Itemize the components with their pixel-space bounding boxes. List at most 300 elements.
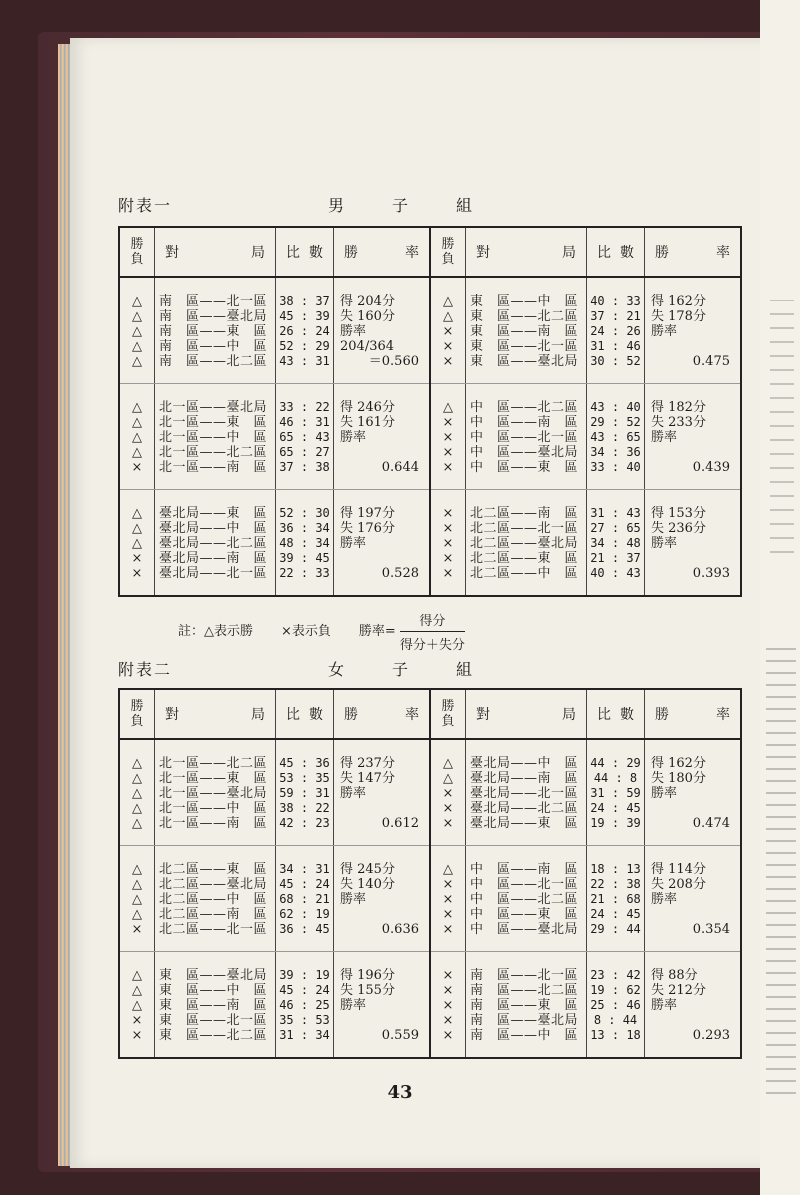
score-list-line: 52 : 29 bbox=[279, 339, 330, 353]
score-list-line: 38 : 37 bbox=[279, 294, 330, 308]
win-loss-marks-line: △ bbox=[443, 771, 453, 786]
score-list-line: 53 : 35 bbox=[279, 771, 330, 785]
match-list-line: 南 區——臺北局 bbox=[470, 1013, 579, 1028]
match-list-line: 北二區——臺北局 bbox=[159, 877, 268, 892]
win-loss-marks-line: △ bbox=[132, 339, 142, 354]
match-list-line: 臺北局——東 區 bbox=[159, 506, 268, 521]
win-loss-marks-line: △ bbox=[132, 536, 142, 551]
score-list-line: 27 : 65 bbox=[590, 521, 641, 535]
match-list-line: 北一區——北二區 bbox=[159, 756, 268, 771]
score-list-line: 31 : 46 bbox=[590, 339, 641, 353]
header-wl-char: 勝 bbox=[130, 237, 144, 252]
win-rate-summary-line: 得 196分 bbox=[340, 968, 395, 983]
match-list-line: 東 區——南 區 bbox=[470, 324, 579, 339]
match-list-line: 中 區——臺北局 bbox=[470, 445, 579, 460]
match-list-line: 東 區——南 區 bbox=[159, 998, 268, 1013]
win-loss-marks-line: × bbox=[442, 892, 454, 907]
match-list-line: 南 區——臺北局 bbox=[159, 309, 268, 324]
win-loss-marks bbox=[430, 739, 466, 846]
win-rate-summary-line: 失 178分 bbox=[651, 309, 706, 324]
header-score bbox=[587, 689, 645, 739]
header-match-text bbox=[155, 242, 275, 262]
header-char: 局 bbox=[562, 245, 576, 261]
win-loss-marks bbox=[119, 384, 155, 490]
score-list bbox=[276, 739, 334, 846]
header-rate bbox=[645, 689, 742, 739]
match-list bbox=[466, 739, 587, 846]
score-list-line: 37 : 21 bbox=[590, 309, 641, 323]
result-group bbox=[119, 384, 741, 490]
win-rate-summary-line: 0.354 bbox=[692, 922, 730, 937]
score-list bbox=[276, 277, 334, 384]
score-list-line: 40 : 33 bbox=[590, 294, 641, 308]
header-char: 對 bbox=[476, 707, 490, 723]
match-list-line: 中 區——東 區 bbox=[470, 460, 579, 475]
match-list bbox=[155, 739, 276, 846]
header-match-text bbox=[466, 242, 586, 262]
win-rate-summary bbox=[645, 490, 742, 597]
match-list-line: 北一區——中 區 bbox=[159, 801, 268, 816]
match-list bbox=[466, 490, 587, 597]
win-rate-summary bbox=[334, 739, 431, 846]
match-list-line: 南 區——東 區 bbox=[159, 324, 268, 339]
match-list-line: 東 區——北一區 bbox=[159, 1013, 268, 1028]
header-wl-char: 負 bbox=[130, 252, 144, 267]
win-rate-summary-line bbox=[334, 801, 429, 816]
match-list-line: 中 區——北一區 bbox=[470, 877, 579, 892]
match-list-line: 中 區——北二區 bbox=[470, 400, 579, 415]
win-rate-summary-line: 得 88分 bbox=[651, 968, 698, 983]
match-list-line: 北二區——北一區 bbox=[470, 521, 579, 536]
table1-heading bbox=[118, 193, 520, 216]
win-rate-summary-line: 勝率 bbox=[340, 324, 367, 339]
table1-title: 男子組 bbox=[328, 196, 521, 215]
win-rate-formula bbox=[400, 610, 465, 653]
score-list-line: 29 : 52 bbox=[590, 415, 641, 429]
score-list-line: 44 : 29 bbox=[590, 756, 641, 770]
header-char: 率 bbox=[716, 245, 730, 261]
header-wl-char: 勝 bbox=[130, 699, 144, 714]
win-loss-marks-line: △ bbox=[132, 445, 142, 460]
match-list-line: 南 區——中 區 bbox=[159, 339, 268, 354]
match-list-line: 北二區——臺北局 bbox=[470, 536, 579, 551]
win-rate-summary-line: 0.293 bbox=[692, 1028, 730, 1043]
header-char: 勝 bbox=[655, 245, 669, 261]
win-loss-marks bbox=[430, 846, 466, 952]
match-list-line: 臺北局——北一區 bbox=[159, 566, 268, 581]
win-loss-marks-line: × bbox=[442, 445, 454, 460]
win-rate-summary-line: 失 161分 bbox=[340, 415, 395, 430]
win-loss-marks-line: △ bbox=[132, 983, 142, 998]
match-list-line: 東 區——中 區 bbox=[470, 294, 579, 309]
win-rate-summary-line bbox=[645, 445, 740, 460]
score-list-line: 24 : 45 bbox=[590, 907, 641, 921]
win-rate-summary-line: 失 233分 bbox=[651, 415, 706, 430]
women-results-table bbox=[118, 688, 742, 1059]
header-char: 率 bbox=[405, 245, 419, 261]
win-loss-marks bbox=[119, 277, 155, 384]
score-list-line: 33 : 22 bbox=[279, 400, 330, 414]
score-list-line: 42 : 23 bbox=[279, 816, 330, 830]
score-list-line: 43 : 40 bbox=[590, 400, 641, 414]
match-list-line: 中 區——南 區 bbox=[470, 862, 579, 877]
score-list-line: 59 : 31 bbox=[279, 786, 330, 800]
score-list-line: 36 : 34 bbox=[279, 521, 330, 535]
header-char: 率 bbox=[716, 707, 730, 723]
win-loss-marks-line: × bbox=[442, 551, 454, 566]
score-list-line: 34 : 36 bbox=[590, 445, 641, 459]
win-rate-summary-line: 勝率 bbox=[651, 536, 678, 551]
score-list-line: 37 : 38 bbox=[279, 460, 330, 474]
header-match-text bbox=[155, 704, 275, 724]
win-rate-summary-line: 得 114分 bbox=[651, 862, 706, 877]
win-rate-summary-line bbox=[645, 339, 740, 354]
score-list bbox=[276, 846, 334, 952]
win-rate-summary-line: 失 208分 bbox=[651, 877, 706, 892]
header-char: 比 bbox=[286, 707, 300, 723]
win-loss-marks-line: △ bbox=[132, 816, 142, 831]
win-loss-marks bbox=[119, 846, 155, 952]
win-rate-summary-line: 勝率 bbox=[651, 786, 678, 801]
match-list bbox=[466, 277, 587, 384]
match-list-line: 東 區——北二區 bbox=[470, 309, 579, 324]
score-list bbox=[276, 952, 334, 1059]
score-list-line: 38 : 22 bbox=[279, 801, 330, 815]
header-score-text bbox=[587, 704, 644, 724]
score-list-line: 8 : 44 bbox=[593, 1013, 638, 1027]
win-rate-summary-line: 0.439 bbox=[692, 460, 730, 475]
match-list-line: 北二區——中 區 bbox=[159, 892, 268, 907]
win-loss-marks-line: △ bbox=[132, 756, 142, 771]
header-score bbox=[276, 689, 334, 739]
score-list-line: 39 : 45 bbox=[279, 551, 330, 565]
score-list bbox=[587, 277, 645, 384]
score-list-line: 19 : 62 bbox=[590, 983, 641, 997]
win-loss-marks-line: × bbox=[442, 998, 454, 1013]
win-rate-summary-line: 0.636 bbox=[381, 922, 419, 937]
score-list-line: 25 : 46 bbox=[590, 998, 641, 1012]
win-rate-summary-line: 勝率 bbox=[340, 536, 367, 551]
win-loss-marks-line: △ bbox=[132, 786, 142, 801]
win-loss-marks-line: △ bbox=[132, 324, 142, 339]
header-char: 率 bbox=[405, 707, 419, 723]
win-loss-marks bbox=[119, 490, 155, 597]
score-list-line: 24 : 45 bbox=[590, 801, 641, 815]
match-list-line: 臺北局——中 區 bbox=[470, 756, 579, 771]
win-rate-summary-line: 失 176分 bbox=[340, 521, 395, 536]
score-list-line: 48 : 34 bbox=[279, 536, 330, 550]
match-list-line: 南 區——中 區 bbox=[470, 1028, 579, 1043]
match-list-line: 東 區——中 區 bbox=[159, 983, 268, 998]
match-list-line: 中 區——北一區 bbox=[470, 430, 579, 445]
score-list bbox=[587, 739, 645, 846]
score-list-line: 65 : 27 bbox=[279, 445, 330, 459]
match-list bbox=[155, 384, 276, 490]
score-list-line: 45 : 36 bbox=[279, 756, 330, 770]
win-rate-summary bbox=[334, 490, 431, 597]
win-rate-summary-line: 失 155分 bbox=[340, 983, 395, 998]
win-loss-marks-line: × bbox=[442, 922, 454, 937]
note-loss: ×表示負 bbox=[281, 624, 331, 639]
win-rate-summary-line: 得 245分 bbox=[340, 862, 395, 877]
header-win-loss bbox=[119, 227, 155, 277]
score-list-line: 35 : 53 bbox=[279, 1013, 330, 1027]
header-char: 局 bbox=[251, 707, 265, 723]
score-list-line: 65 : 43 bbox=[279, 430, 330, 444]
header-char: 比 bbox=[597, 245, 611, 261]
match-list-line: 東 區——臺北局 bbox=[159, 968, 268, 983]
win-loss-marks-line: × bbox=[442, 430, 454, 445]
score-list-line: 39 : 19 bbox=[279, 968, 330, 982]
note-win: 註：△表示勝 bbox=[178, 624, 253, 639]
win-rate-summary bbox=[334, 952, 431, 1059]
match-list bbox=[155, 846, 276, 952]
match-list-line: 北一區——北二區 bbox=[159, 445, 268, 460]
win-rate-summary-line: 勝率 bbox=[340, 786, 367, 801]
win-loss-marks-line: △ bbox=[132, 771, 142, 786]
win-rate-summary bbox=[645, 952, 742, 1059]
score-list-line: 19 : 39 bbox=[590, 816, 641, 830]
header-rate-text bbox=[645, 704, 740, 724]
win-loss-marks-line: △ bbox=[443, 400, 453, 415]
match-list-line: 北一區——南 區 bbox=[159, 816, 268, 831]
win-loss-marks-line: △ bbox=[443, 862, 453, 877]
win-loss-marks-line: × bbox=[442, 968, 454, 983]
win-loss-marks-line: △ bbox=[132, 415, 142, 430]
win-loss-marks-line: × bbox=[131, 460, 143, 475]
match-list-line: 北二區——南 區 bbox=[470, 506, 579, 521]
header-rate-text bbox=[334, 704, 429, 724]
header-rate bbox=[334, 227, 431, 277]
result-group bbox=[119, 739, 741, 846]
win-loss-marks-line: △ bbox=[132, 400, 142, 415]
match-list-line: 中 區——南 區 bbox=[470, 415, 579, 430]
score-list bbox=[587, 384, 645, 490]
table1-label: 附表一 bbox=[118, 196, 173, 215]
win-loss-marks bbox=[119, 739, 155, 846]
score-list-line: 24 : 26 bbox=[590, 324, 641, 338]
score-list-line: 34 : 48 bbox=[590, 536, 641, 550]
win-rate-summary-line: 得 204分 bbox=[340, 294, 395, 309]
score-list-line: 45 : 24 bbox=[279, 877, 330, 891]
win-loss-marks-line: △ bbox=[132, 907, 142, 922]
win-loss-marks-line: × bbox=[131, 566, 143, 581]
match-list-line: 南 區——北二區 bbox=[159, 354, 268, 369]
header-match bbox=[155, 689, 276, 739]
win-rate-summary-line: 得 197分 bbox=[340, 506, 395, 521]
win-loss-marks bbox=[430, 952, 466, 1059]
win-loss-marks-line: × bbox=[442, 566, 454, 581]
header-score bbox=[587, 227, 645, 277]
header-char: 勝 bbox=[344, 707, 358, 723]
match-list-line: 北一區——南 區 bbox=[159, 460, 268, 475]
match-list-line: 臺北局——中 區 bbox=[159, 521, 268, 536]
win-rate-summary-line bbox=[645, 907, 740, 922]
match-list-line: 南 區——北一區 bbox=[159, 294, 268, 309]
header-rate bbox=[334, 689, 431, 739]
win-loss-marks-line: × bbox=[442, 1013, 454, 1028]
match-list-line: 中 區——臺北局 bbox=[470, 922, 579, 937]
header-rate bbox=[645, 227, 742, 277]
win-loss-marks-line: △ bbox=[132, 521, 142, 536]
win-loss-marks-line: △ bbox=[443, 309, 453, 324]
win-loss-marks-line: × bbox=[442, 1028, 454, 1043]
table2-label: 附表二 bbox=[118, 660, 173, 679]
win-loss-marks-line: △ bbox=[443, 756, 453, 771]
score-list-line: 44 : 8 bbox=[593, 771, 638, 785]
win-loss-marks-line: × bbox=[131, 551, 143, 566]
win-rate-summary-line bbox=[645, 551, 740, 566]
header-match bbox=[466, 689, 587, 739]
win-loss-marks-line: × bbox=[131, 1013, 143, 1028]
score-list-line: 13 : 18 bbox=[590, 1028, 641, 1042]
win-rate-summary-line bbox=[334, 551, 429, 566]
header-rate-text bbox=[334, 242, 429, 262]
win-rate-summary-line: 勝率 bbox=[340, 430, 367, 445]
win-rate-summary-line: 0.612 bbox=[381, 816, 419, 831]
win-rate-summary-line: 得 182分 bbox=[651, 400, 706, 415]
header-win-loss bbox=[119, 689, 155, 739]
match-list-line: 北一區——東 區 bbox=[159, 771, 268, 786]
win-loss-marks-line: × bbox=[442, 983, 454, 998]
match-list-line: 北二區——中 區 bbox=[470, 566, 579, 581]
header-char: 局 bbox=[562, 707, 576, 723]
score-list-line: 22 : 38 bbox=[590, 877, 641, 891]
win-rate-summary-line: 0.644 bbox=[381, 460, 419, 475]
win-rate-summary-line: 得 162分 bbox=[651, 756, 706, 771]
win-loss-marks-line: △ bbox=[132, 294, 142, 309]
win-loss-marks-line: △ bbox=[132, 877, 142, 892]
header-rate-text bbox=[645, 242, 740, 262]
score-list-line: 22 : 33 bbox=[279, 566, 330, 580]
match-list-line: 南 區——北二區 bbox=[470, 983, 579, 998]
score-list-line: 45 : 24 bbox=[279, 983, 330, 997]
table2-title: 女子組 bbox=[328, 660, 521, 679]
match-list bbox=[466, 384, 587, 490]
legend-note bbox=[178, 610, 465, 653]
win-rate-summary-line: 失 236分 bbox=[651, 521, 706, 536]
header-score-text bbox=[587, 242, 644, 262]
score-list bbox=[587, 846, 645, 952]
score-list bbox=[587, 952, 645, 1059]
win-loss-marks-line: × bbox=[442, 536, 454, 551]
win-rate-summary bbox=[334, 384, 431, 490]
win-rate-summary bbox=[334, 846, 431, 952]
header-score bbox=[276, 227, 334, 277]
header-char: 比 bbox=[286, 245, 300, 261]
win-loss-marks-line: × bbox=[131, 922, 143, 937]
win-rate-summary bbox=[645, 846, 742, 952]
win-loss-marks-line: × bbox=[442, 877, 454, 892]
score-list-line: 68 : 21 bbox=[279, 892, 330, 906]
win-rate-summary-line: 204/364 bbox=[340, 339, 395, 354]
win-rate-summary-line: 勝率 bbox=[340, 998, 367, 1013]
win-rate-summary-line bbox=[334, 907, 429, 922]
win-rate-summary-line: 0.475 bbox=[692, 354, 730, 369]
win-loss-marks-line: △ bbox=[132, 801, 142, 816]
header-score-text bbox=[276, 704, 333, 724]
match-list-line: 北二區——東 區 bbox=[159, 862, 268, 877]
win-rate-summary-line: 0.559 bbox=[381, 1028, 419, 1043]
win-rate-summary-line: 得 153分 bbox=[651, 506, 706, 521]
score-list-line: 43 : 31 bbox=[279, 354, 330, 368]
win-loss-marks bbox=[430, 490, 466, 597]
win-rate-summary bbox=[645, 384, 742, 490]
header-wl-char: 勝 bbox=[441, 237, 455, 252]
match-list bbox=[155, 952, 276, 1059]
result-group bbox=[119, 846, 741, 952]
score-list-line: 29 : 44 bbox=[590, 922, 641, 936]
win-rate-summary-line: 勝率 bbox=[651, 998, 678, 1013]
win-rate-summary-line: 得 246分 bbox=[340, 400, 395, 415]
header-char: 數 bbox=[620, 707, 634, 723]
match-list-line: 北一區——東 區 bbox=[159, 415, 268, 430]
score-list-line: 33 : 40 bbox=[590, 460, 641, 474]
win-loss-marks-line: △ bbox=[132, 998, 142, 1013]
header-win-loss bbox=[430, 227, 466, 277]
match-list-line: 臺北局——北二區 bbox=[159, 536, 268, 551]
win-loss-marks bbox=[430, 277, 466, 384]
match-list-line: 北二區——東 區 bbox=[470, 551, 579, 566]
header-char: 比 bbox=[597, 707, 611, 723]
score-list-line: 31 : 43 bbox=[590, 506, 641, 520]
win-rate-summary-line: 勝率 bbox=[651, 324, 678, 339]
match-list-line: 臺北局——北二區 bbox=[470, 801, 579, 816]
score-list-line: 21 : 68 bbox=[590, 892, 641, 906]
formula-numerator: 得分 bbox=[400, 610, 465, 632]
match-list-line: 臺北局——南 區 bbox=[470, 771, 579, 786]
match-list-line: 臺北局——東 區 bbox=[470, 816, 579, 831]
win-rate-summary-line bbox=[334, 1013, 429, 1028]
win-rate-summary-line: 失 140分 bbox=[340, 877, 395, 892]
win-rate-summary-line: 0.393 bbox=[692, 566, 730, 581]
facing-page-edge bbox=[760, 0, 800, 1195]
header-char: 勝 bbox=[344, 245, 358, 261]
win-loss-marks-line: △ bbox=[443, 294, 453, 309]
header-wl-char: 負 bbox=[441, 714, 455, 729]
score-list-line: 26 : 24 bbox=[279, 324, 330, 338]
header-char: 局 bbox=[251, 245, 265, 261]
header-char: 數 bbox=[309, 245, 323, 261]
win-loss-marks-line: × bbox=[442, 521, 454, 536]
win-rate-summary-line: ＝0.560 bbox=[368, 354, 419, 369]
header-match bbox=[466, 227, 587, 277]
win-loss-marks-line: △ bbox=[132, 968, 142, 983]
header-win-loss bbox=[430, 689, 466, 739]
match-list bbox=[466, 846, 587, 952]
win-rate-summary-line: 失 147分 bbox=[340, 771, 395, 786]
score-list-line: 43 : 65 bbox=[590, 430, 641, 444]
win-rate-summary bbox=[645, 739, 742, 846]
win-loss-marks-line: × bbox=[131, 1028, 143, 1043]
formula-denominator: 得分＋失分 bbox=[399, 638, 465, 653]
score-list-line: 18 : 13 bbox=[590, 862, 641, 876]
score-list-line: 46 : 25 bbox=[279, 998, 330, 1012]
header-char: 數 bbox=[309, 707, 323, 723]
header-wl-char: 負 bbox=[130, 714, 144, 729]
win-rate-summary-line bbox=[334, 445, 429, 460]
score-list bbox=[276, 384, 334, 490]
win-loss-marks-line: △ bbox=[132, 892, 142, 907]
win-rate-summary-line: 得 162分 bbox=[651, 294, 706, 309]
match-list-line: 北一區——中 區 bbox=[159, 430, 268, 445]
header-wl-char: 負 bbox=[441, 252, 455, 267]
win-loss-marks bbox=[119, 952, 155, 1059]
match-list-line: 臺北局——北一區 bbox=[470, 786, 579, 801]
win-loss-marks-line: × bbox=[442, 801, 454, 816]
win-loss-marks-line: △ bbox=[132, 354, 142, 369]
win-loss-marks-line: △ bbox=[132, 430, 142, 445]
